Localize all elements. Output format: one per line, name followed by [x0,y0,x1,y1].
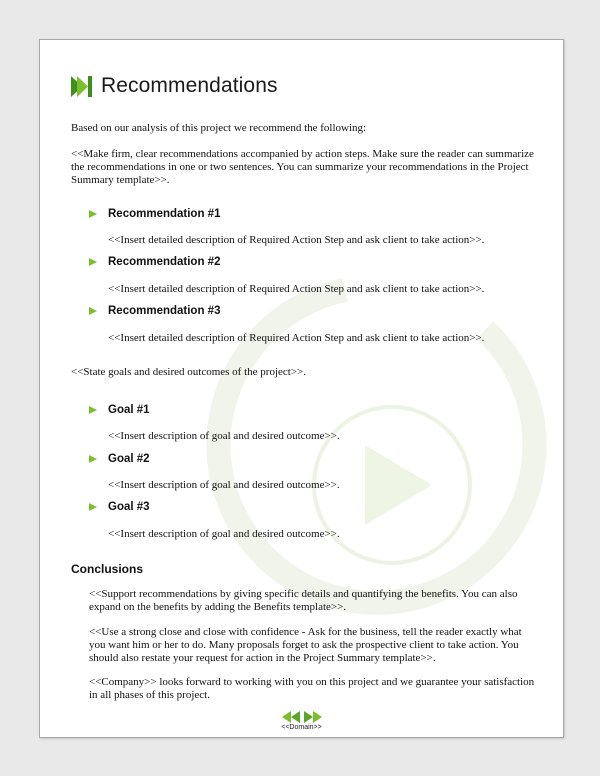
recommendation-title: Recommendation #1 [108,208,221,220]
document-page [39,39,564,738]
previous-icon[interactable] [282,711,300,723]
goal-description: <<Insert description of goal and desired outcome>>. [108,479,340,491]
recommendation-description: <<Insert detailed description of Required Action Step and ask client to take action>>. [108,283,485,295]
recommendation-title: Recommendation #2 [108,256,221,268]
recommendation-heading [89,305,220,317]
goal-heading [89,453,150,465]
recommendation-description: <<Insert detailed description of Required Action Step and ask client to take action>>. [108,234,485,246]
arrow-bullet-icon [89,455,97,463]
recommendation-heading [89,208,220,220]
recommendation-description: <<Insert detailed description of Required Action Step and ask client to take action>>. [108,332,485,344]
title-row [71,74,278,98]
arrow-bullet-icon [89,503,97,511]
page-navigation [280,711,324,723]
arrow-bullet-icon [89,258,97,266]
footer-domain: <<Domain>> [281,724,322,731]
goal-heading [89,501,150,513]
conclusion-paragraph: <<Use a strong close and close with confidence - Ask for the business, tell the reader exactly what you want him or her to do. Many proposals forget to ask the prospective client to take action. You should also restate your request for action in the Project Summary template>>. [89,626,522,664]
arrow-bullet-icon [89,307,97,315]
instruction-text: <<Make firm, clear recommendations accompanied by action steps. Make sure the reader can summarize the recommendations in one or two sentences. You can summarize your recommendations in the Project Summary template>>. [71,148,534,186]
arrow-bullet-icon [89,210,97,218]
goal-title: Goal #2 [108,453,150,465]
recommendation-title: Recommendation #3 [108,305,221,317]
next-icon[interactable] [304,711,322,723]
conclusions-heading: Conclusions [71,562,144,576]
conclusion-paragraph: <<Support recommendations by giving specific details and quantifying the benefits. You can also expand on the benefits by adding the Benefits template>>. [89,588,518,613]
conclusion-paragraph: <<Company>> looks forward to working with you on this project and we guarantee your satisfaction in all phases of this project. [89,676,535,701]
recommendation-heading [89,256,220,268]
goal-title: Goal #1 [108,404,150,416]
goal-description: <<Insert description of goal and desired outcome>>. [108,430,340,442]
play-skip-icon [71,76,93,97]
goals-intro-text: <<State goals and desired outcomes of the project>>. [71,366,306,378]
arrow-bullet-icon [89,406,97,414]
page-title: Recommendations [101,74,278,97]
intro-text: Based on our analysis of this project we recommend the following: [71,122,367,134]
goal-heading [89,404,150,416]
goal-description: <<Insert description of goal and desired outcome>>. [108,528,340,540]
goal-title: Goal #3 [108,501,150,513]
